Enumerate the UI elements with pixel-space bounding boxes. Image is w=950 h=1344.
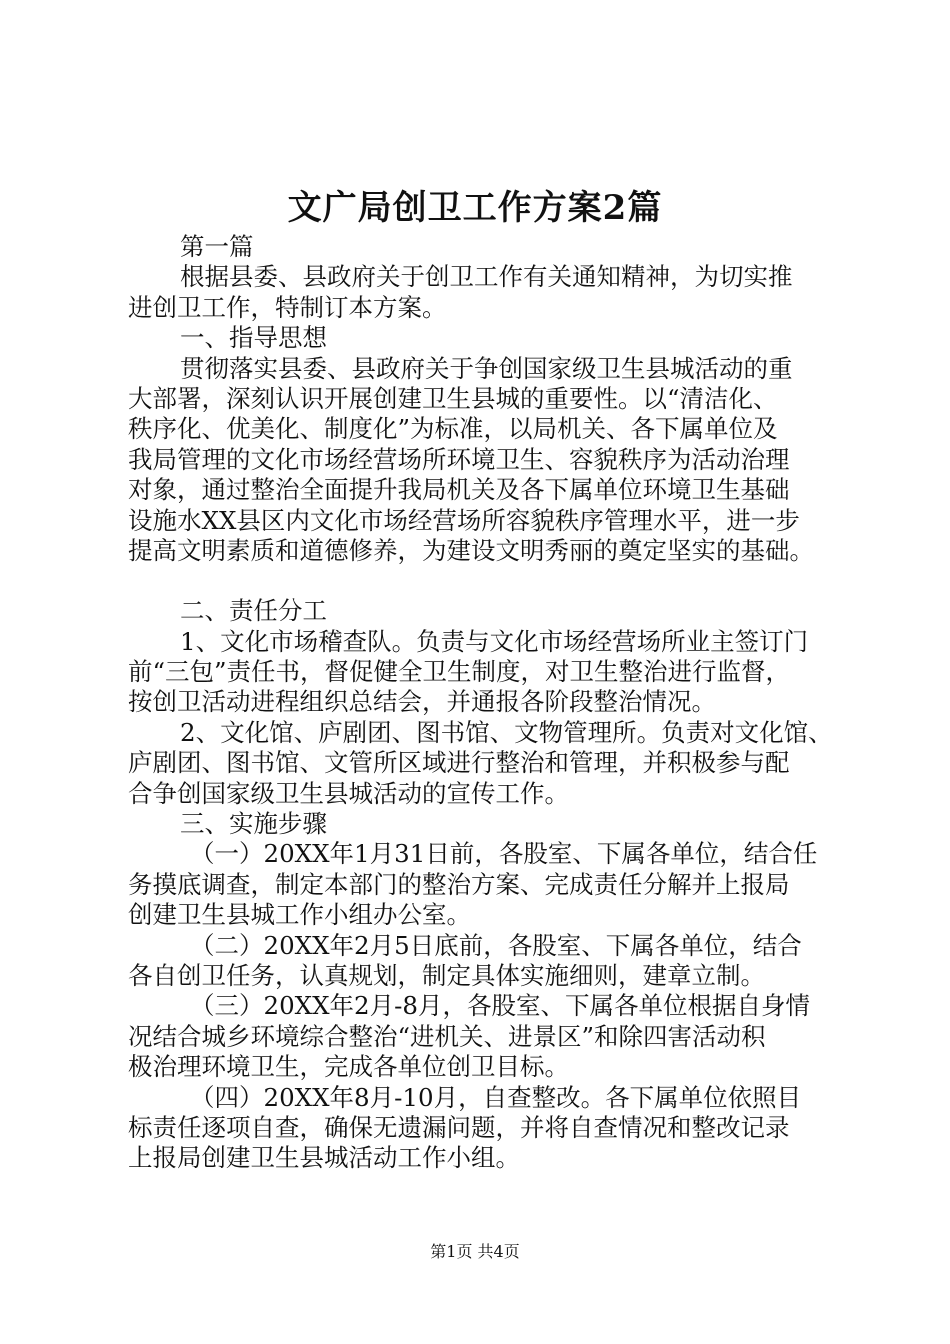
paragraph <box>128 931 833 992</box>
text-line: 务摸底调查，制定本部门的整治方案、完成责任分解并上报局 <box>128 869 790 899</box>
paragraph <box>128 232 833 262</box>
page-footer: 第1页 共4页 <box>430 1242 520 1261</box>
paragraph <box>128 354 833 567</box>
paragraph <box>128 262 833 323</box>
text-line: 上报局创建卫生县城活动工作小组。 <box>128 1143 520 1173</box>
text-line: 三、实施步骤 <box>180 809 327 839</box>
text-line: 2、文化馆、庐剧团、图书馆、文物管理所。负责对文化馆、 <box>180 717 833 747</box>
text-line: 设施水XX县区内文化市场经营场所容貌秩序管理水平，进一步 <box>128 505 800 535</box>
paragraph <box>128 323 833 353</box>
text-line: 大部署，深刻认识开展创建卫生县城的重要性。以“清洁化、 <box>128 383 778 413</box>
text-line: 极治理环境卫生，完成各单位创卫目标。 <box>128 1052 569 1082</box>
text-line: 按创卫活动进程组织总结会，并通报各阶段整治情况。 <box>128 687 716 717</box>
paragraph <box>128 1083 833 1174</box>
text-line: （四）20XX年8月-10月，自查整改。各下属单位依照目 <box>190 1082 802 1112</box>
text-line: 二、责任分工 <box>180 596 327 626</box>
text-line: （二）20XX年2月5日底前，各股室、下属各单位，结合 <box>190 930 802 960</box>
text-line: 各自创卫任务，认真规划，制定具体实施细则，建章立制。 <box>128 960 765 990</box>
text-line: 创建卫生县城工作小组办公室。 <box>128 900 471 930</box>
text-line: 进创卫工作，特制订本方案。 <box>128 292 447 322</box>
text-line: 合争创国家级卫生县城活动的宣传工作。 <box>128 778 569 808</box>
text-line: 对象，通过整治全面提升我局机关及各下属单位环境卫生基础 <box>128 475 790 505</box>
text-line: 标责任逐项自查，确保无遗漏问题，并将自查情况和整改记录 <box>128 1112 790 1142</box>
paragraph <box>128 809 833 839</box>
text-line: （三）20XX年2月-8月，各股室、下属各单位根据自身情 <box>190 991 811 1021</box>
text-line: 根据县委、县政府关于创卫工作有关通知精神，为切实推 <box>180 262 793 292</box>
paragraph-gap <box>128 566 833 596</box>
paragraph <box>128 718 833 809</box>
paragraph <box>128 991 833 1082</box>
text-line: 我局管理的文化市场经营场所环境卫生、容貌秩序为活动治理 <box>128 444 790 474</box>
text-line: 况结合城乡环境综合整治“进机关、进景区”和除四害活动积 <box>128 1021 766 1051</box>
paragraph <box>128 596 833 626</box>
paragraph <box>128 627 833 718</box>
document-title: 文广局创卫工作方案2篇 <box>287 188 663 228</box>
text-line: 一、指导思想 <box>180 323 327 353</box>
text-line: 庐剧团、图书馆、文管所区域进行整治和管理，并积极参与配 <box>128 748 790 778</box>
text-line: 第一篇 <box>180 232 254 261</box>
text-line: 秩序化、优美化、制度化”为标准，以局机关、各下属单位及 <box>128 414 778 444</box>
text-line: 前“三包”责任书，督促健全卫生制度，对卫生整治进行监督， <box>128 657 791 687</box>
text-line: 提高文明素质和道德修养，为建设文明秀丽的奠定坚实的基础。 <box>128 535 814 565</box>
document-body <box>128 232 833 1174</box>
text-line: 贯彻落实县委、县政府关于争创国家级卫生县城活动的重 <box>180 353 793 383</box>
paragraph <box>128 839 833 930</box>
text-line: 1、文化市场稽查队。负责与文化市场经营场所业主签订门 <box>180 626 809 656</box>
text-line: （一）20XX年1月31日前，各股室、下属各单位，结合任 <box>190 839 818 869</box>
